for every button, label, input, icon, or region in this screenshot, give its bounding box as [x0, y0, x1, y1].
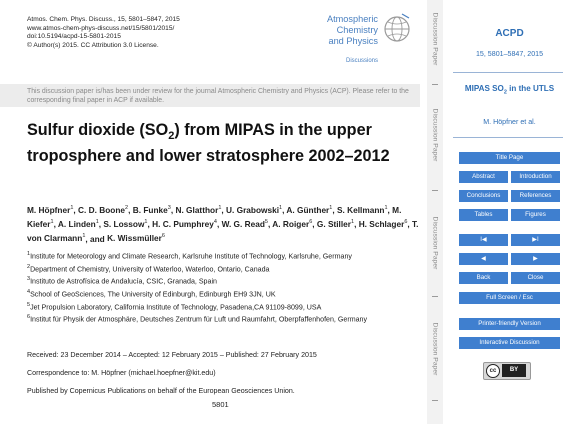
- introduction-button[interactable]: Introduction: [511, 171, 560, 183]
- full-screen-button[interactable]: Full Screen / Esc: [459, 292, 560, 304]
- author-affiliation-mark: 1: [95, 219, 99, 226]
- title-part: ) from MIPAS in the upper troposphere and lower stratosphere 2002–2012: [27, 121, 390, 166]
- author-name: N. Glatthor: [175, 204, 219, 215]
- author-name: C. D. Boone: [78, 204, 126, 215]
- citation-header: [27, 16, 180, 50]
- author-affiliation-mark: 1: [50, 219, 54, 226]
- figures-button[interactable]: Figures: [511, 209, 560, 221]
- affiliation: [27, 274, 422, 287]
- author: [286, 205, 332, 215]
- strip-divider: [432, 400, 438, 401]
- strip-divider: [432, 190, 438, 191]
- author-affiliation-mark: 6: [404, 219, 408, 226]
- author-affiliation-mark: 1: [82, 233, 86, 240]
- affiliation-text: Institut für Physik der Atmosphäre, Deutsches Zentrum für Luft und Raumfahrt, Oberpfaffenhofen, Germany: [30, 315, 368, 324]
- publisher-line: Published by Copernicus Publications on behalf of the European Geosciences Union.: [27, 387, 295, 395]
- author-name: M. Kiefer: [27, 204, 402, 230]
- author-name: H. C. Pumphrey: [152, 219, 214, 230]
- sidebar-divider: [453, 72, 563, 73]
- affiliation-text: Jet Propulsion Laboratory, California Institute of Technology, Pasadena,CA 91109-8099, USA: [30, 302, 322, 311]
- author-affiliation-mark: 6: [309, 219, 313, 226]
- author: [107, 233, 165, 243]
- author-affiliation-mark: 6: [161, 233, 165, 240]
- author-name: U. Grabowski: [226, 204, 280, 215]
- strip-label: [428, 316, 442, 382]
- author-name: A. Roiger: [272, 219, 310, 230]
- cc-by-license-badge[interactable]: [483, 362, 531, 380]
- strip-divider: [432, 84, 438, 85]
- citation-line: Atmos. Chem. Phys. Discuss., 15, 5801–5847, 2015: [27, 16, 180, 23]
- page-number: 5801: [212, 400, 229, 409]
- interactive-discussion-button[interactable]: Interactive Discussion: [459, 337, 560, 349]
- affiliation-number: 4: [27, 288, 31, 295]
- author-name: T. von Clarmann: [27, 219, 419, 244]
- author: [152, 219, 217, 229]
- affiliation: [27, 300, 422, 313]
- review-notice: [0, 84, 420, 107]
- title-subscript: 2: [168, 130, 175, 143]
- affiliation-number: 1: [27, 251, 31, 257]
- strip-label-text: Discussion Paper: [431, 322, 439, 376]
- author-affiliation-mark: 4: [213, 219, 217, 226]
- printer-friendly-button[interactable]: Printer-friendly Version: [459, 318, 560, 330]
- sidebar-title-part: MIPAS SO: [464, 84, 504, 93]
- author-name: A. Günther: [286, 204, 330, 215]
- author-name: B. Funke: [132, 204, 168, 215]
- strip-label: [428, 6, 442, 72]
- author: [27, 205, 73, 215]
- sidebar-divider: [453, 137, 563, 138]
- affiliation: [27, 262, 422, 275]
- sidebar-pages: 15, 5801–5847, 2015: [475, 50, 544, 58]
- author: [58, 219, 99, 229]
- author-affiliation-mark: 2: [125, 205, 129, 211]
- author-affiliation-mark: 5: [264, 219, 268, 226]
- strip-label: [428, 210, 442, 276]
- conclusions-button[interactable]: Conclusions: [459, 190, 508, 202]
- affiliation-text: School of GeoSciences, The University of Edinburgh, Edinburgh EH9 3JN, UK: [30, 290, 276, 299]
- affiliation-number: 2: [27, 263, 31, 270]
- logo-line: Chemistry: [336, 25, 378, 35]
- correspondence-line: Correspondence to: M. Höpfner (michael.hoepfner@kit.edu): [27, 369, 216, 377]
- author-name: M. Höpfner: [27, 204, 71, 215]
- author-affiliation-mark: 1: [384, 205, 388, 211]
- author-affiliation-mark: 1: [351, 219, 355, 226]
- by-icon: BY: [502, 364, 526, 377]
- affiliation: [27, 249, 422, 262]
- author-name: S. Lossow: [103, 219, 145, 230]
- author-name: A. Linden: [57, 219, 96, 230]
- author-name: G. Stiller: [316, 219, 351, 230]
- affiliation-number: 3: [27, 276, 31, 283]
- next-button[interactable]: ▶: [511, 253, 560, 265]
- author: [103, 219, 147, 229]
- logo-line: and Physics: [328, 36, 378, 46]
- first-page-button[interactable]: I◀: [459, 234, 508, 246]
- author: [226, 205, 282, 215]
- logo-subtitle: Discussions: [345, 58, 378, 64]
- review-notice-text: This discussion paper is/has been under review for the journal Atmospheric Chemistry and Physics (ACP). Please refer to the corresponding final paper in ACP if available.: [27, 88, 409, 104]
- author: [175, 205, 221, 215]
- author-affiliation-mark: 1: [144, 219, 148, 226]
- citation-url[interactable]: www.atmos-chem-phys-discuss.net/15/5801/2015/: [27, 24, 175, 32]
- affiliation-text: Instituto de Astrofísica de Andalucía, CSIC, Granada, Spain: [30, 277, 217, 286]
- sidebar-authors: M. Höpfner et al.: [483, 118, 536, 126]
- sidebar-title-part: in the UTLS: [506, 84, 555, 93]
- author: [337, 205, 388, 215]
- author: [317, 219, 354, 229]
- author-name: S. Kellmann: [336, 204, 385, 215]
- title-page-button[interactable]: Title Page: [459, 152, 560, 164]
- strip-label-text: Discussion Paper: [431, 216, 439, 270]
- author-name: H. Schlager: [358, 219, 405, 230]
- sidebar-journal: ACPD: [495, 28, 524, 39]
- author-affiliation-mark: 1: [279, 205, 283, 211]
- back-button[interactable]: Back: [459, 272, 508, 284]
- navigation-sidebar: [443, 0, 576, 424]
- author-affiliation-mark: 1: [70, 205, 74, 211]
- affiliation-list: [27, 249, 422, 325]
- strip-label-text: Discussion Paper: [431, 12, 439, 66]
- affiliation-text: Institute for Meteorology and Climate Research, Karlsruhe Institute of Technology, Karlsruhe, Germany: [30, 252, 352, 261]
- citation-doi[interactable]: doi:10.5194/acpd-15-5801-2015: [27, 33, 121, 41]
- title-part: Sulfur dioxide (SO: [27, 121, 169, 139]
- author-name: W. G. Read: [221, 219, 265, 230]
- journal-logo: [300, 12, 418, 64]
- author: [222, 219, 268, 229]
- author-name: K. Wissmüller: [107, 233, 162, 244]
- affiliation-number: 6: [27, 314, 31, 321]
- tables-button[interactable]: Tables: [459, 209, 508, 221]
- cc-icon: cc: [486, 364, 500, 378]
- close-button[interactable]: Close: [511, 272, 560, 284]
- strip-label: [428, 102, 442, 168]
- sidebar-title: [451, 84, 568, 98]
- references-button[interactable]: References: [511, 190, 560, 202]
- strip-divider: [432, 296, 438, 297]
- author: [359, 219, 408, 229]
- discussion-paper-strip: [427, 0, 443, 424]
- affiliation-text: Department of Chemistry, University of Waterloo, Waterloo, Ontario, Canada: [30, 265, 270, 274]
- affiliation: [27, 287, 422, 300]
- logo-line: Atmospheric: [326, 14, 378, 24]
- license-line: © Author(s) 2015. CC Attribution 3.0 License.: [27, 41, 159, 49]
- affiliation-number: 5: [27, 301, 31, 308]
- strip-label-text: Discussion Paper: [431, 108, 439, 162]
- abstract-button[interactable]: Abstract: [459, 171, 508, 183]
- author: [272, 219, 312, 229]
- paper-title: [27, 120, 407, 166]
- author-affiliation-mark: 1: [218, 205, 222, 211]
- author-affiliation-mark: 1: [329, 205, 333, 211]
- last-page-button[interactable]: ▶I: [511, 234, 560, 246]
- dates-line: Received: 23 December 2014 – Accepted: 12 February 2015 – Published: 27 February 2015: [27, 351, 317, 359]
- author-affiliation-mark: 3: [167, 205, 171, 211]
- affiliation: [27, 312, 422, 325]
- author: [78, 205, 128, 215]
- previous-button[interactable]: ◀: [459, 253, 508, 265]
- logo-text: [300, 14, 378, 47]
- author-list: M. Höpfner$^1$, C. D. Boone$^2$, B. Funke$^3$, N. Glatthor$^1$, U. Grabowski$^1$, A. Günther$^1$, S. Kellmann$^1$, M. Kiefer$^1$, A. Linden$^1$, S. Lossow$^1$, H. C. Pumphrey$^4$, W. G. Read$^5$, A. Roiger$^6$, G. Stiller$^1$, H. Schlager$^6$, T. von Clarmann$^1$, and K. Wissmüller$^6$: [27, 204, 419, 244]
- author: [133, 205, 171, 215]
- egu-globe-icon: [382, 12, 412, 52]
- sidebar-title-subscript: 2: [503, 89, 507, 96]
